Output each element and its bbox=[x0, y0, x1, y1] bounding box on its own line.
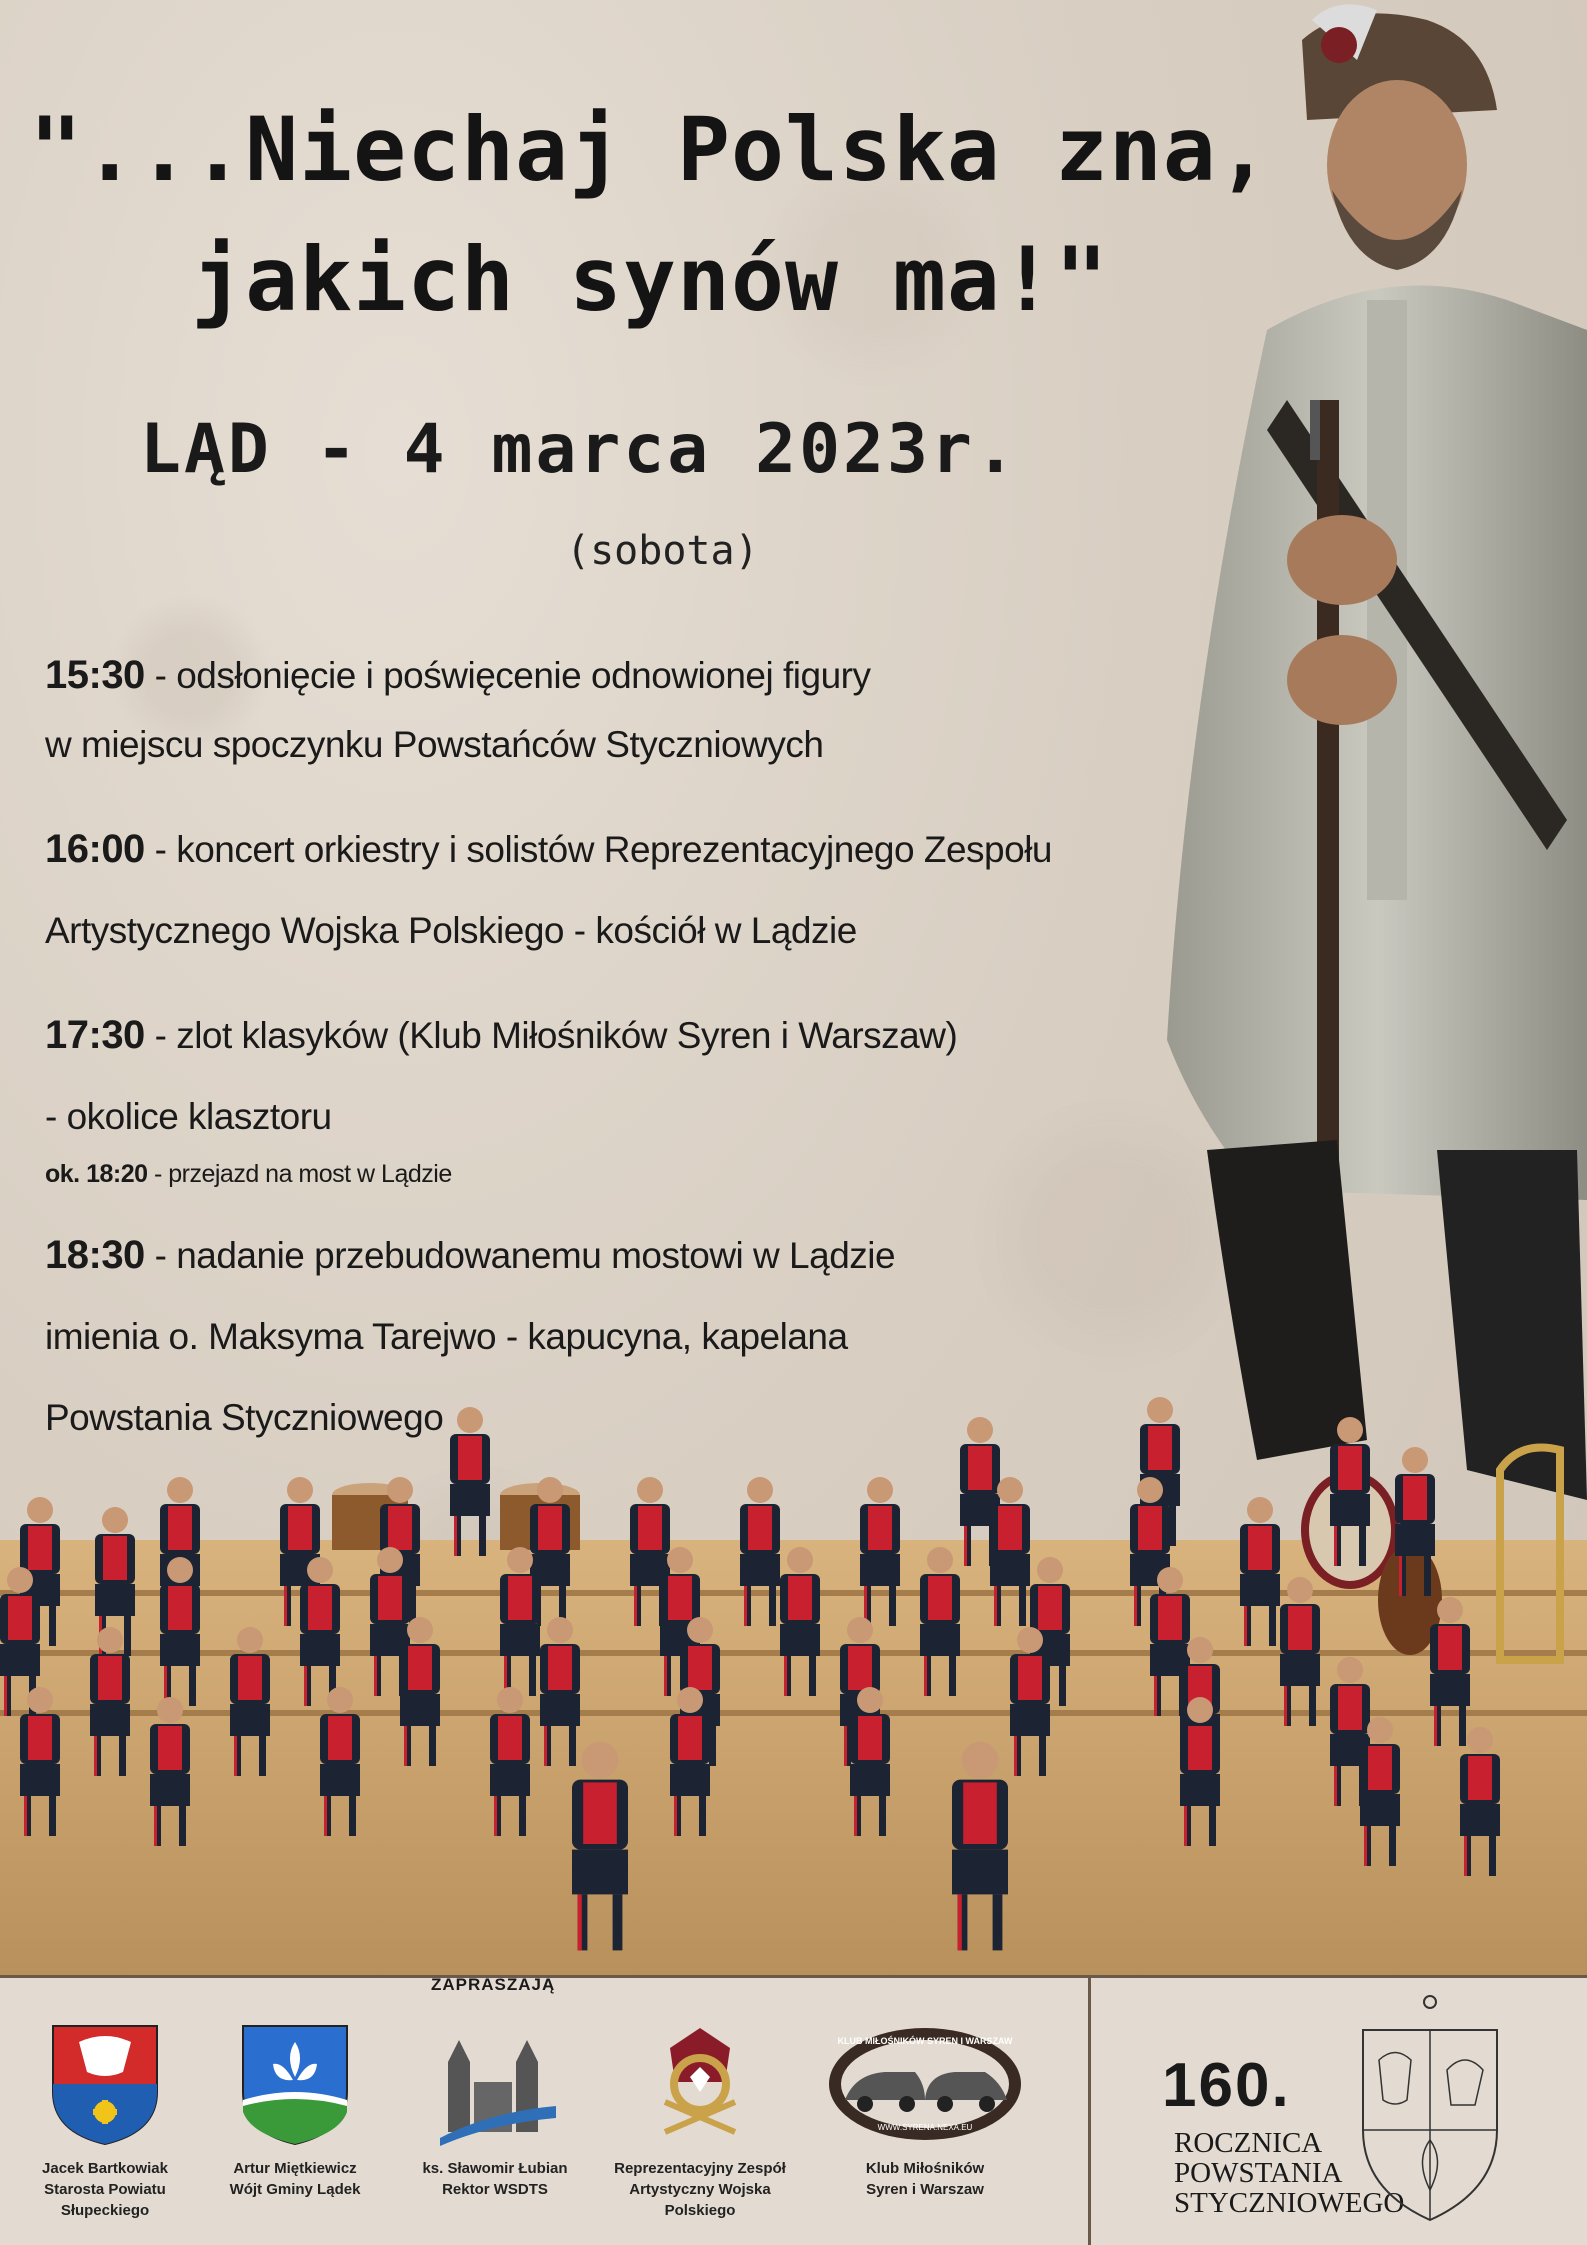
schedule-item bbox=[45, 809, 1165, 971]
club-logo-text: KLUB MIŁOŚNIKÓW SYREN I WARSZAW bbox=[837, 2036, 1013, 2046]
commune-coat-of-arms-icon bbox=[239, 2022, 351, 2146]
sponsor-role: Syren i Warszaw bbox=[866, 2181, 984, 2198]
event-time: 16:00 bbox=[45, 827, 145, 871]
sponsor-county bbox=[20, 2022, 190, 2221]
sponsor-commune bbox=[205, 2022, 385, 2200]
sponsor-name: ks. Sławomir Łubian bbox=[422, 2160, 568, 2177]
event-description: - zlot klasyków (Klub Miłośników Syren i Warszaw) bbox=[144, 1015, 958, 1056]
sponsor-name: Jacek Bartkowiak bbox=[42, 2160, 168, 2177]
sponsor-name: Artur Miętkiewicz bbox=[233, 2160, 357, 2177]
event-description-continued: Powstania Styczniowego bbox=[45, 1397, 444, 1438]
event-description-continued: w miejscu spoczynku Powstańców Styczniowych bbox=[45, 724, 824, 765]
sponsor-name: Reprezentacyjny Zespół bbox=[614, 2160, 786, 2177]
sponsor-army-ensemble bbox=[590, 2022, 810, 2221]
event-weekday: (sobota) bbox=[566, 528, 759, 574]
event-schedule bbox=[45, 635, 1165, 1482]
event-date: LĄD - 4 marca 2023r. bbox=[140, 410, 1019, 489]
event-description: - nadanie przebudowanemu mostowi w Lądzie bbox=[144, 1235, 896, 1276]
military-orchestra-photo bbox=[0, 1380, 1587, 1980]
seminary-church-icon bbox=[430, 2022, 560, 2146]
headline bbox=[0, 85, 1300, 345]
inviting-label: ZAPRASZAJĄ bbox=[431, 1975, 556, 1994]
anniversary-line: STYCZNIOWEGO bbox=[1174, 2187, 1405, 2219]
sponsor-name: Klub Miłośników bbox=[865, 2160, 985, 2177]
event-time: 17:30 bbox=[45, 1013, 145, 1057]
event-description-continued: Artystycznego Wojska Polskiego - kościół w Lądzie bbox=[45, 910, 857, 951]
event-description-continued: imienia o. Maksyma Tarejwo - kapucyna, kapelana bbox=[45, 1316, 848, 1357]
sponsor-role: Starosta Powiatu bbox=[44, 2181, 166, 2198]
sponsor-role: Rektor WSDTS bbox=[442, 2181, 548, 2198]
headline-line-1: "...Niechaj Polska zna, bbox=[29, 98, 1271, 201]
sponsor-role: Artystyczny Wojska bbox=[629, 2181, 771, 2198]
event-description: - koncert orkiestry i solistów Reprezentacyjnego Zespołu bbox=[144, 829, 1052, 870]
sponsor-role: Wójt Gminy Lądek bbox=[229, 2181, 361, 2198]
anniversary-number: 160. bbox=[1162, 2051, 1291, 2120]
schedule-item bbox=[45, 635, 1165, 785]
event-description: - odsłonięcie i poświęcenie odnowionej figury bbox=[144, 655, 871, 696]
event-time: 18:30 bbox=[45, 1233, 145, 1277]
footer-divider bbox=[1088, 1978, 1091, 2245]
car-club-logo-icon bbox=[825, 2022, 1025, 2146]
sponsor-seminary bbox=[395, 2022, 595, 2200]
event-time: 15:30 bbox=[45, 653, 145, 697]
schedule-item bbox=[45, 995, 1165, 1191]
event-description-continued: - okolice klasztoru bbox=[45, 1096, 332, 1137]
club-logo-url: WWW.SYRENA.NEXA.EU bbox=[877, 2123, 973, 2132]
january-uprising-emblem-icon bbox=[1355, 1990, 1505, 2230]
headline-line-2: jakich synów ma!" bbox=[191, 228, 1109, 331]
anniversary-line: POWSTANIA bbox=[1174, 2157, 1343, 2189]
event-sub-time: ok. 18:20 bbox=[45, 1160, 148, 1188]
anniversary-line: ROCZNICA bbox=[1174, 2127, 1323, 2159]
army-ensemble-emblem-icon bbox=[645, 2022, 755, 2146]
sponsor-role-extra: Słupeckiego bbox=[60, 2202, 150, 2219]
sponsor-car-club bbox=[815, 2022, 1035, 2200]
event-sub-description: - przejazd na most w Lądzie bbox=[147, 1160, 452, 1188]
county-coat-of-arms-icon bbox=[49, 2022, 161, 2146]
sponsor-role-extra: Polskiego bbox=[664, 2202, 736, 2219]
